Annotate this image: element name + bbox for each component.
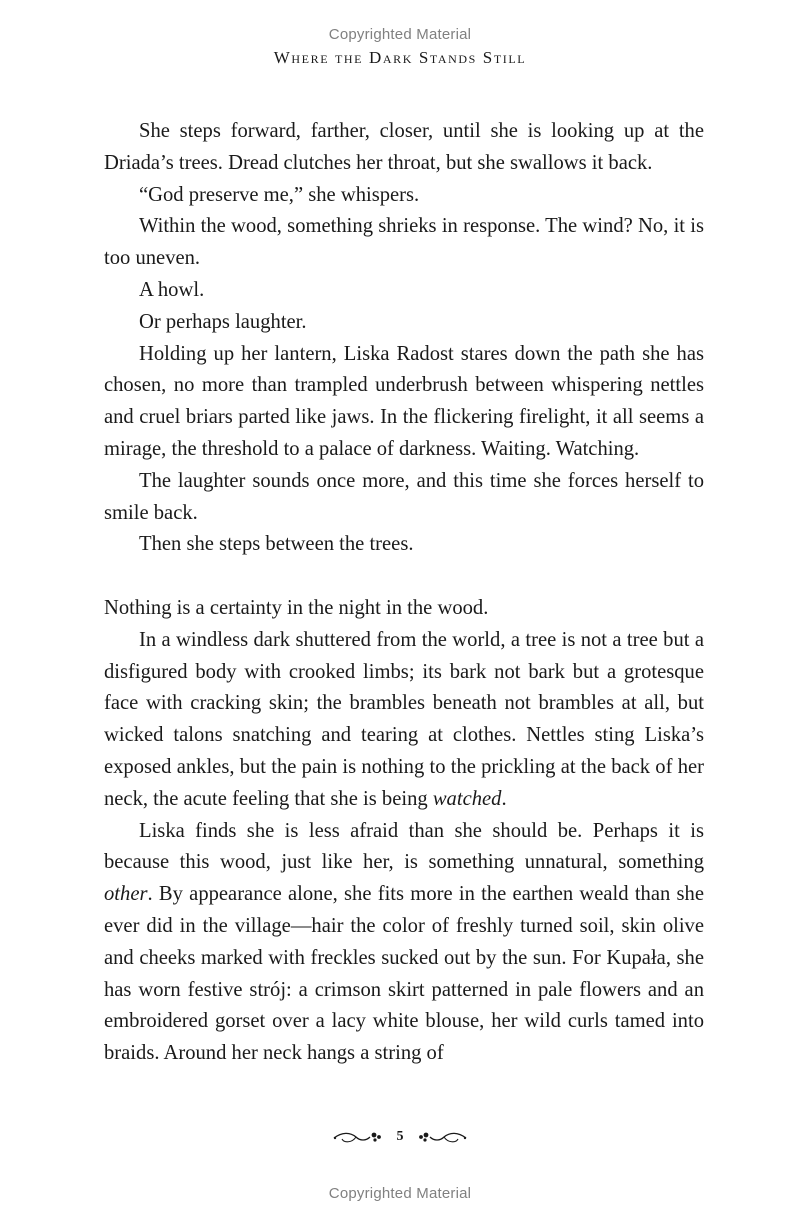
italic-emphasis: other <box>104 883 148 906</box>
italic-emphasis: watched <box>432 787 502 810</box>
copyright-watermark-top: Copyrighted Material <box>328 26 472 43</box>
floral-ornament-icon <box>332 1128 384 1146</box>
paragraph: Then she steps between the trees. <box>139 533 414 556</box>
body-text <box>104 116 704 1070</box>
copyright-watermark-bottom: Copyrighted Material <box>328 1185 472 1202</box>
paragraph: In a windless dark shuttered from the world, a tree is not a tree but a disfigured body with crooked limbs; its bark not bark but a grotesque face with cracking skin; the brambles beneath not brambles at all, but wicked talons snatching and tearing at clothes. Nettles sting Liska’s exposed ankles, but the pain is nothing to the prickling at the back of her neck, the acute feeling that she is being watched. <box>104 628 704 810</box>
paragraph: She steps forward, farther, closer, until she is looking up at the Driada’s trees. Dread clutches her throat, but she swallows it back. <box>104 120 704 174</box>
paragraph: Holding up her lantern, Liska Radost stares down the path she has chosen, no more than trampled underbrush between whispering nettles and cruel briars parted like jaws. In the flickering firelight, it all seems a mirage, the threshold to a palace of darkness. Waiting. Watching. <box>104 342 704 460</box>
floral-ornament-icon <box>416 1128 468 1146</box>
paragraph: Within the wood, something shrieks in response. The wind? No, it is too uneven. <box>104 215 704 270</box>
section-opening-paragraph: Nothing is a certainty in the night in the wood. <box>104 596 489 619</box>
page-footer <box>0 1128 800 1146</box>
paragraph: The laughter sounds once more, and this time she forces herself to smile back. <box>104 469 704 524</box>
paragraph: “God preserve me,” she whispers. <box>139 183 420 206</box>
paragraph: A howl. <box>139 278 205 301</box>
running-head: Where the Dark Stands Still <box>273 48 527 67</box>
paragraph: Or perhaps laughter. <box>139 310 307 333</box>
page-number: 5 <box>396 1129 404 1144</box>
paragraph: Liska finds she is less afraid than she should be. Perhaps it is because this wood, just like her, is something unnatural, something other. By appearance alone, she fits more in the earthen weald than she ever did in the village—hair the color of freshly turned soil, skin olive and cheeks marked with freckles sucked out by the sun. For Kupała, she has worn festive strój: a crimson skirt patterned in pale flowers and an embroidered gorset over a lacy white blouse, her wild curls tamed into braids. Around her neck hangs a string of <box>104 819 704 1065</box>
